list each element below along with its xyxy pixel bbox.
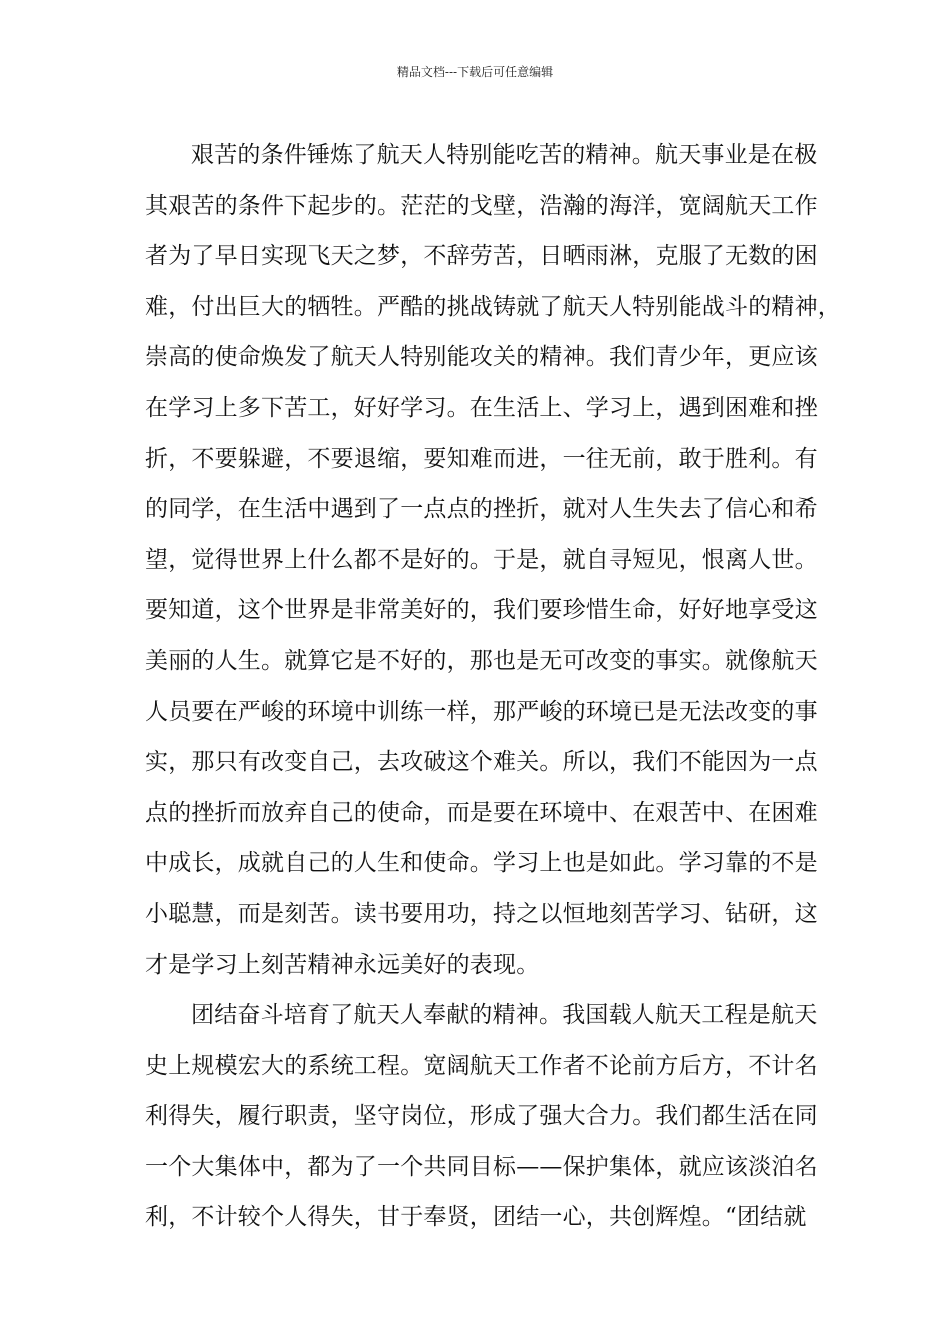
text-line: 者为了早日实现飞天之梦，不辞劳苦，日晒雨淋，克服了无数的困	[145, 243, 818, 270]
text-line: 艰苦的条件锤炼了航天人特别能吃苦的精神。航天事业是在极	[191, 142, 818, 168]
text-line: 折，不要躲避，不要退缩，要知难而进，一往无前，敢于胜利。有	[145, 445, 818, 472]
text-line: 其艰苦的条件下起步的。茫茫的戈壁，浩瀚的海洋，宽阔航天工作	[145, 192, 818, 219]
text-line: 崇高的使命焕发了航天人特别能攻关的精神。我们青少年，更应该	[145, 344, 818, 371]
text-line: 人员要在严峻的环境中训练一样，那严峻的环境已是无法改变的事	[145, 698, 818, 725]
text-line: 望，觉得世界上什么都不是好的。于是，就自寻短见，恨离人世。	[145, 546, 818, 573]
text-line: 要知道，这个世界是非常美好的，我们要珍惜生命，好好地享受这	[145, 597, 818, 624]
text-line: 利，不计较个人得失，甘于奉贤，团结一心，共创辉煌。“团结就	[145, 1204, 807, 1231]
text-line: 点的挫折而放弃自己的使命，而是要在环境中、在艰苦中、在困难	[145, 799, 818, 826]
text-line: 在学习上多下苦工，好好学习。在生活上、学习上，遇到困难和挫	[145, 394, 818, 421]
text-line: 才是学习上刻苦精神永远美好的表现。	[145, 951, 540, 978]
text-line: 中成长，成就自己的人生和使命。学习上也是如此。学习靠的不是	[145, 850, 818, 877]
paragraph-hardship	[145, 130, 841, 990]
text-line: 小聪慧，而是刻苦。读书要用功，持之以恒地刻苦学习、钻研，这	[145, 900, 818, 927]
document-body	[145, 130, 841, 1243]
text-line: 实，那只有改变自己，去攻破这个难关。所以，我们不能因为一点	[145, 749, 818, 776]
text-line: 一个大集体中，都为了一个共同目标——保护集体，就应该淡泊名	[145, 1153, 818, 1180]
text-line: 团结奋斗培育了航天人奉献的精神。我国载人航天工程是航天	[191, 1002, 818, 1029]
text-line: 史上规模宏大的系统工程。宽阔航天工作者不论前方后方，不计名	[145, 1052, 818, 1079]
page-header: 精品文档---下载后可任意编辑	[396, 65, 554, 79]
paragraph-unity	[145, 990, 818, 1243]
text-line: 美丽的人生。就算它是不好的，那也是无可改变的事实。就像航天	[145, 647, 818, 674]
text-line: 难，付出巨大的牺牲。严酷的挑战铸就了航天人特别能战斗的精神，	[145, 293, 841, 320]
text-line: 利得失，履行职责，坚守岗位，形成了强大合力。我们都生活在同	[145, 1103, 818, 1130]
text-line: 的同学，在生活中遇到了一点点的挫折，就对人生失去了信心和希	[145, 496, 818, 523]
